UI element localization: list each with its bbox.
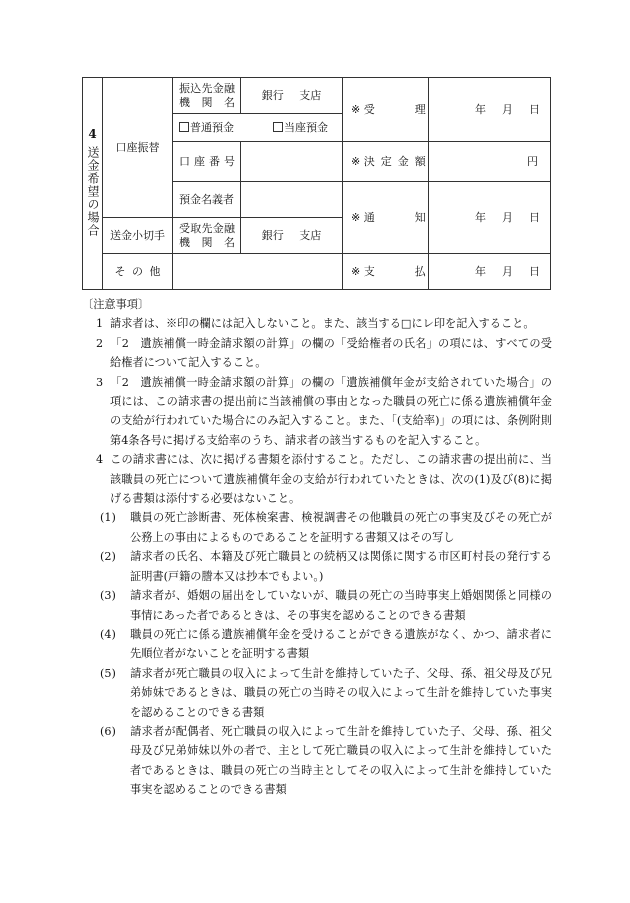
account-number-label: 口座番号: [173, 142, 241, 182]
juri-date-field[interactable]: [429, 78, 551, 142]
note-subitem: [82, 547, 552, 586]
tsuchi-label: [343, 182, 429, 254]
note-subitem: [82, 586, 552, 625]
shiharai-date-field[interactable]: [429, 254, 551, 290]
subitem-text: 請求者が死亡職員の収入によって生計を維持していた子、父母、孫、祖父母及び兄弟姉妹であるときは、職員の死亡の当時その収入によって生計を維持していた事実を認めることのできる書類: [130, 666, 552, 719]
remittance-form-table: [82, 77, 551, 290]
subitem-text: 職員の死亡に係る遺族補償年金を受けることができる遺族がなく、かつ、請求者に先順位者がないことを証明する書類: [130, 627, 552, 661]
section-number: 4: [88, 126, 97, 141]
note-subitem: [82, 508, 552, 547]
tsuchi-date-field[interactable]: [429, 182, 551, 254]
yen-label: 円: [527, 154, 538, 168]
day-label: 日: [529, 264, 540, 278]
subitem-number: (2): [100, 550, 116, 564]
note-text: 「2 遺族補償一時金請求額の計算」の欄の「受給権者の氏名」の項には、すべての受給権者について記入すること。: [110, 336, 552, 370]
checkbox-icon: [273, 122, 283, 132]
note-item: [82, 373, 552, 451]
subitem-text: 職員の死亡診断書、死体検案書、検視調書その他職員の死亡の事実及びその死亡が公務上の事由によるものであることを証明する書類又はその写し: [130, 511, 552, 544]
subitem-number: (5): [100, 666, 116, 680]
checkbox-icon: [179, 122, 189, 132]
furikomi-bank-label: 振込先金融機関名: [173, 78, 241, 114]
note-number: 4: [96, 453, 104, 467]
sonota-label: その他: [103, 254, 173, 290]
note-item: [82, 450, 552, 508]
furikomi-bank-field[interactable]: [241, 78, 343, 114]
uketori-bank-label: 受取先金融機関名: [173, 218, 241, 254]
kome-mark: ※: [351, 154, 361, 168]
futsu-label: 普通預金: [190, 120, 234, 134]
kettei-amount-field[interactable]: [429, 142, 551, 182]
kettei-label: [343, 142, 429, 182]
kettei-text: 決定金額: [363, 154, 426, 168]
shiharai-label: [343, 254, 429, 290]
account-number-field[interactable]: [241, 142, 343, 182]
month-label: 月: [502, 210, 513, 224]
note-subitem: [82, 625, 552, 664]
note-item: [82, 314, 552, 333]
note-number: 2: [96, 336, 104, 350]
year-label: 年: [475, 102, 486, 116]
account-type-row: [173, 114, 343, 142]
kogitte-label: 送金小切手: [103, 218, 173, 254]
bank-suffix: 銀行: [261, 228, 284, 242]
account-holder-label: 預金名義者: [173, 182, 241, 218]
toza-checkbox[interactable]: [273, 121, 328, 134]
note-item: [82, 334, 552, 373]
juri-label: [343, 78, 429, 142]
notes-section: [82, 295, 552, 800]
subitem-number: (6): [100, 724, 116, 738]
note-text: 「2 遺族補償一時金請求額の計算」の欄の「遺族補償年金が支給されていた場合」の項には、この請求書の提出前に当該補償の事由となった職員の死亡に係る遺族補償年金の支給が行われていた場合にのみ記入すること。また、「(支給率)」の項には、条例附則第4条各号に掲げる支給率のうち、請求者の該当するものを記入すること。: [110, 375, 552, 447]
day-label: 日: [529, 210, 540, 224]
notes-heading: 〔注意事項〕: [82, 298, 150, 311]
shiharai-text: 支払: [363, 264, 426, 278]
month-label: 月: [502, 264, 513, 278]
note-subitem: [82, 664, 552, 722]
year-label: 年: [475, 264, 486, 278]
toza-label: 当座預金: [284, 120, 328, 134]
subitem-text: 請求者が配偶者、死亡職員の収入によって生計を維持していた子、父母、孫、祖父母及び兄弟姉妹以外の者で、主として死亡職員の収入によって生計を維持していた者であるときは、職員の死亡の当時主としてその収入によって生計を維持していた事実を認めることのできる書類: [130, 724, 552, 797]
year-label: 年: [475, 210, 486, 224]
tsuchi-text: 通知: [363, 210, 426, 224]
month-label: 月: [502, 102, 513, 116]
section-header-cell: [83, 78, 103, 290]
subitem-number: (3): [100, 589, 116, 603]
futsu-checkbox[interactable]: [179, 121, 234, 134]
branch-suffix: 支店: [299, 88, 322, 102]
subitem-text: 請求者が、婚姻の届出をしていないが、職員の死亡の当時事実上婚姻関係と同様の事情にあった者であるときは、その事実を認めることのできる書類: [130, 589, 552, 622]
note-number: 3: [96, 375, 104, 389]
kome-mark: ※: [351, 210, 361, 224]
subitem-number: (1): [100, 511, 116, 525]
note-text: 請求者は、※印の欄には記入しないこと。また、該当する□にレ印を記入すること。: [110, 317, 535, 331]
sonota-field[interactable]: [173, 254, 343, 290]
bank-suffix: 銀行: [261, 88, 284, 102]
note-number: 1: [96, 317, 104, 331]
juri-text: 受理: [363, 102, 426, 116]
day-label: 日: [529, 102, 540, 116]
note-subitem: [82, 722, 552, 800]
subitem-number: (4): [100, 627, 116, 641]
note-text: この請求書には、次に掲げる書類を添付すること。ただし、この請求書の提出前に、当該職員の死亡について遺族補償年金の支給が行われていたときは、次の(1)及び(8)に掲げる書類は添付する必要はないこと。: [110, 453, 552, 506]
koza-furikae-label: 口座振替: [103, 78, 173, 218]
section-title: 送金希望の場合: [86, 145, 100, 237]
kome-mark: ※: [351, 102, 361, 116]
subitem-text: 請求者の氏名、本籍及び死亡職員との続柄又は関係に関する市区町村長の発行する証明書(戸籍の謄本又は抄本でもよい。): [130, 550, 552, 583]
kome-mark: ※: [351, 264, 361, 278]
account-holder-field[interactable]: [241, 182, 343, 218]
branch-suffix: 支店: [299, 228, 322, 242]
uketori-bank-field[interactable]: [241, 218, 343, 254]
